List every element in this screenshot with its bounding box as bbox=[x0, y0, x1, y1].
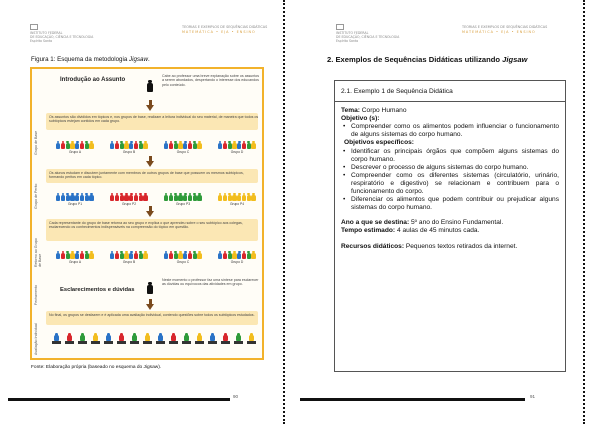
jigsaw-figure bbox=[30, 67, 264, 360]
student-icon bbox=[61, 195, 65, 201]
desk-icon bbox=[91, 341, 100, 344]
logo-line: INSTITUTO FEDERAL bbox=[30, 31, 63, 35]
student-icon bbox=[75, 195, 79, 201]
recursos-label: Recursos didáticos: bbox=[341, 242, 405, 250]
student-icon bbox=[178, 253, 182, 259]
ano-value: 5º ano do Ensino Fundamental. bbox=[409, 219, 504, 227]
left-header-series bbox=[182, 25, 267, 35]
desk-icon bbox=[52, 341, 61, 344]
student-icon bbox=[193, 195, 197, 201]
closing-side-label: Fechamento bbox=[34, 285, 38, 305]
student-icon bbox=[232, 195, 236, 201]
tema-line bbox=[341, 107, 559, 115]
student-icon bbox=[110, 195, 114, 201]
desk-icon bbox=[221, 341, 230, 344]
student-icon bbox=[169, 253, 173, 259]
student-icon bbox=[124, 195, 128, 201]
intro-title: Introdução ao Assunto bbox=[60, 77, 126, 83]
student-icon bbox=[228, 195, 232, 201]
down-arrow-icon bbox=[146, 161, 154, 167]
student-desk-icon bbox=[52, 333, 61, 345]
student-icon bbox=[228, 253, 232, 259]
student-icon bbox=[223, 195, 227, 201]
student-icon bbox=[183, 195, 187, 201]
page-number: 90 bbox=[233, 394, 239, 399]
student-group bbox=[110, 245, 148, 264]
student-icon bbox=[218, 143, 222, 149]
logo-line: Espírito Santo bbox=[336, 39, 359, 43]
student-icon bbox=[56, 143, 60, 149]
specific-objective: • Compreender como os diferentes sistemas (circulatório, urinário, respiratório e digestivo) se relacionam e contribuem para o funcionamento do corpo. bbox=[341, 172, 559, 196]
desk-icon bbox=[234, 341, 243, 344]
student-desk-icon bbox=[117, 333, 126, 345]
desk-icon bbox=[208, 341, 217, 344]
student-icon bbox=[66, 253, 70, 259]
student-desk-icon bbox=[221, 333, 230, 345]
student-icon bbox=[139, 143, 143, 149]
student-icon bbox=[164, 253, 168, 259]
student-desk-icon bbox=[91, 333, 100, 345]
student-icon bbox=[129, 143, 133, 149]
student-desk-icon bbox=[247, 333, 256, 345]
student-icon bbox=[134, 143, 138, 149]
desk-icon bbox=[182, 341, 191, 344]
closing-note: Neste momento o professor faz uma síntese para esclarecer as dúvidas ou equívocos das atividades em grupo. bbox=[162, 278, 259, 287]
student-icon bbox=[251, 143, 255, 149]
institute-logo-icon bbox=[30, 24, 38, 30]
student-icon bbox=[237, 253, 241, 259]
desk-icon bbox=[143, 341, 152, 344]
student-icon bbox=[232, 253, 236, 259]
group-label: Grupo D bbox=[230, 260, 244, 264]
student-group bbox=[218, 135, 256, 154]
group-label: Grupo P4 bbox=[229, 202, 245, 206]
intro-note: Cabe ao professor uma breve explanação sobre os assuntos a serem abordados, despertando o interesse dos educandos pelo conteúdo. bbox=[162, 74, 260, 87]
down-arrow-icon bbox=[146, 304, 154, 310]
student-desk-icon bbox=[143, 333, 152, 345]
desk-icon bbox=[195, 341, 204, 344]
group-label: Grupo A bbox=[68, 260, 82, 264]
student-icon bbox=[197, 253, 201, 259]
student-desk-icon bbox=[195, 333, 204, 345]
student-icon bbox=[89, 143, 93, 149]
student-desk-icon bbox=[208, 333, 217, 345]
student-icon bbox=[139, 195, 143, 201]
student-icon bbox=[174, 195, 178, 201]
student-icon bbox=[164, 143, 168, 149]
student-desk-icon bbox=[234, 333, 243, 345]
desk-icon bbox=[65, 341, 74, 344]
student-icon bbox=[124, 253, 128, 259]
example-heading: 2.1. Exemplo 1 de Sequência Didática bbox=[335, 81, 565, 102]
student-desk-icon bbox=[130, 333, 139, 345]
student-icon bbox=[251, 195, 255, 201]
ano-line bbox=[341, 219, 559, 227]
student-icon bbox=[120, 253, 124, 259]
student-group bbox=[110, 135, 148, 154]
section-title-text: 2. Exemplos de Sequências Didáticas utilizando bbox=[327, 55, 503, 64]
desk-icon bbox=[130, 341, 139, 344]
group-label: Grupo C bbox=[176, 260, 190, 264]
institute-logo-icon bbox=[336, 24, 344, 30]
student-icon bbox=[247, 143, 251, 149]
recursos-line bbox=[341, 243, 559, 251]
student-icon bbox=[56, 195, 60, 201]
logo-line: DE EDUCAÇÃO, CIÊNCIA E TECNOLOGIA bbox=[30, 35, 94, 39]
student-icon bbox=[197, 143, 201, 149]
tema-value: Corpo Humano bbox=[359, 107, 407, 115]
student-group bbox=[218, 187, 256, 206]
left-page-margin-line bbox=[283, 0, 285, 424]
desk-icon bbox=[156, 341, 165, 344]
right-header-series bbox=[462, 25, 547, 35]
base-note: Os assuntos são divididos em tópicos e, nos grupos de base, realizam a leitura individual do seu material, de maneira que todos os subtópicos estejam contidos em cada grupo. bbox=[49, 115, 259, 124]
group-label: Grupo B bbox=[122, 260, 136, 264]
teacher-icon bbox=[147, 83, 153, 92]
desk-icon bbox=[247, 341, 256, 344]
down-arrow-icon bbox=[146, 105, 154, 111]
figure-caption bbox=[31, 56, 150, 63]
student-icon bbox=[75, 253, 79, 259]
logo-line: DE EDUCAÇÃO, CIÊNCIA E TECNOLOGIA bbox=[336, 35, 400, 39]
tema-label: Tema: bbox=[341, 107, 360, 115]
student-icon bbox=[174, 143, 178, 149]
general-objective-list bbox=[341, 123, 559, 139]
recursos-value: Pequenos textos retirados da internet. bbox=[404, 242, 518, 250]
desk-icon bbox=[169, 341, 178, 344]
logo-line: Espírito Santo bbox=[30, 39, 53, 43]
group-label: Grupo A bbox=[68, 150, 82, 154]
student-icon bbox=[80, 143, 84, 149]
student-group bbox=[164, 187, 202, 206]
section-title bbox=[327, 55, 527, 64]
student-icon bbox=[143, 253, 147, 259]
caption-suffix: . bbox=[147, 56, 150, 63]
series-title: TEORIAS E EXEMPLOS DE SEQUÊNCIAS DIDÁTICAS bbox=[462, 25, 548, 29]
caption-term: Jigsaw bbox=[129, 56, 148, 63]
student-icon bbox=[85, 195, 89, 201]
student-icon bbox=[228, 143, 232, 149]
student-icon bbox=[66, 143, 70, 149]
student-icon bbox=[61, 143, 65, 149]
student-desk-icon bbox=[156, 333, 165, 345]
student-icon bbox=[242, 195, 246, 201]
student-icon bbox=[120, 195, 124, 201]
group-label: Grupo B bbox=[122, 150, 136, 154]
left-page bbox=[0, 0, 282, 424]
right-header-logo bbox=[336, 24, 400, 44]
student-desk-icon bbox=[78, 333, 87, 345]
student-icon bbox=[178, 195, 182, 201]
student-icon bbox=[134, 253, 138, 259]
student-icon bbox=[237, 143, 241, 149]
student-group bbox=[110, 187, 148, 206]
left-header-logo bbox=[30, 24, 94, 44]
student-icon bbox=[183, 253, 187, 259]
base-side-label: Grupo de Base bbox=[34, 130, 38, 155]
expert-side-label: Grupo de Perito bbox=[34, 183, 38, 209]
group-label: Grupo P2 bbox=[121, 202, 137, 206]
student-icon bbox=[129, 253, 133, 259]
student-icon bbox=[70, 253, 74, 259]
student-group bbox=[218, 245, 256, 264]
group-label: Grupo P3 bbox=[175, 202, 191, 206]
student-icon bbox=[80, 253, 84, 259]
student-desk-icon bbox=[65, 333, 74, 345]
student-icon bbox=[188, 195, 192, 201]
down-arrow-icon bbox=[146, 211, 154, 217]
example-body bbox=[335, 102, 565, 251]
tempo-value: 4 aulas de 45 minutos cada. bbox=[395, 227, 480, 235]
series-subtitle: MATEMÁTICA • EJA • ENSINO bbox=[182, 30, 256, 34]
specific-objectives-label: Objetivos específicos: bbox=[344, 139, 414, 147]
student-icon bbox=[223, 143, 227, 149]
student-icon bbox=[193, 253, 197, 259]
student-icon bbox=[197, 195, 201, 201]
student-icon bbox=[70, 143, 74, 149]
series-title: TEORIAS E EXEMPLOS DE SEQUÊNCIAS DIDÁTICAS bbox=[182, 25, 268, 29]
tempo-line bbox=[341, 227, 559, 235]
student-icon bbox=[110, 253, 114, 259]
student-icon bbox=[183, 143, 187, 149]
return-side-label: Retorno ao Grupo de Base bbox=[34, 238, 42, 267]
student-icon bbox=[89, 195, 93, 201]
specific-objectives-list bbox=[341, 148, 559, 213]
student-group bbox=[164, 135, 202, 154]
student-icon bbox=[124, 143, 128, 149]
desk-icon bbox=[78, 341, 87, 344]
student-icon bbox=[70, 195, 74, 201]
student-group bbox=[56, 245, 94, 264]
student-icon bbox=[66, 195, 70, 201]
student-icon bbox=[247, 195, 251, 201]
student-icon bbox=[115, 253, 119, 259]
student-group bbox=[164, 245, 202, 264]
student-icon bbox=[223, 253, 227, 259]
specific-objective: • Diferenciar os alimentos que podem contribuir ou prejudicar alguns sistemas do corpo humano. bbox=[341, 196, 559, 212]
page-number: 91 bbox=[530, 394, 536, 399]
student-icon bbox=[80, 195, 84, 201]
student-icon bbox=[164, 195, 168, 201]
student-icon bbox=[169, 195, 173, 201]
return-note: Cada representante do grupo de base retorna ao seu grupo e explica o que aprendeu sobre o seu subtópico aos colegas, esclarecendo os conhecimentos indispensáveis na compreensão do tópico em questão. bbox=[49, 221, 243, 230]
example-box bbox=[334, 80, 566, 372]
student-desk-icon bbox=[182, 333, 191, 345]
eval-note: No final, os grupos se desfazem e é aplicada uma avaliação individual, contendo questões sobre todos os subtópicos estudados. bbox=[49, 313, 255, 317]
student-icon bbox=[115, 143, 119, 149]
student-icon bbox=[188, 253, 192, 259]
right-page-margin-line bbox=[583, 0, 585, 424]
student-icon bbox=[143, 195, 147, 201]
student-icon bbox=[232, 143, 236, 149]
student-icon bbox=[89, 253, 93, 259]
student-icon bbox=[178, 143, 182, 149]
desk-icon bbox=[117, 341, 126, 344]
student-icon bbox=[120, 143, 124, 149]
student-icon bbox=[139, 253, 143, 259]
student-icon bbox=[242, 143, 246, 149]
teacher-icon bbox=[147, 285, 153, 294]
student-icon bbox=[143, 143, 147, 149]
student-icon bbox=[251, 253, 255, 259]
student-group bbox=[56, 135, 94, 154]
student-desk-icon bbox=[104, 333, 113, 345]
student-icon bbox=[237, 195, 241, 201]
student-icon bbox=[129, 195, 133, 201]
student-icon bbox=[115, 195, 119, 201]
student-icon bbox=[56, 253, 60, 259]
student-icon bbox=[75, 143, 79, 149]
student-icon bbox=[188, 143, 192, 149]
student-icon bbox=[242, 253, 246, 259]
desk-icon bbox=[104, 341, 113, 344]
student-group bbox=[56, 187, 94, 206]
student-icon bbox=[85, 143, 89, 149]
ano-label: Ano a que se destina: bbox=[341, 219, 410, 227]
student-icon bbox=[169, 143, 173, 149]
expert-note: Os alunos estudam e discutem juntamente com membros de outros grupos de base que possuem os mesmos subtópicos, formando peritos em cada tópico. bbox=[49, 171, 244, 180]
specific-objective: • Descrever o processo de alguns sistemas do corpo humano. bbox=[341, 164, 559, 172]
objetivo-label: Objetivo (s): bbox=[341, 115, 380, 123]
tempo-label: Tempo estimado: bbox=[341, 227, 396, 235]
student-icon bbox=[85, 253, 89, 259]
logo-line: INSTITUTO FEDERAL bbox=[336, 31, 369, 35]
student-icon bbox=[193, 143, 197, 149]
student-icon bbox=[247, 253, 251, 259]
student-icon bbox=[174, 253, 178, 259]
student-icon bbox=[61, 253, 65, 259]
specific-objective: • Identificar os principais órgãos que compõem alguns sistemas do corpo humano. bbox=[341, 148, 559, 164]
student-icon bbox=[218, 195, 222, 201]
footer-bar bbox=[300, 398, 525, 401]
section-title-term: Jigsaw bbox=[502, 55, 528, 64]
figure-source: Fonte: Elaboração própria (baseado no esquema do Jigsaw). bbox=[31, 365, 162, 370]
eval-side-label: Avaliação Individual bbox=[34, 323, 38, 355]
group-label: Grupo D bbox=[230, 150, 244, 154]
student-desk-icon bbox=[169, 333, 178, 345]
general-objective: • Compreender como os alimentos podem influenciar o funcionamento de alguns sistemas do corpo humano. bbox=[341, 123, 559, 139]
group-label: Grupo P1 bbox=[67, 202, 83, 206]
footer-bar bbox=[8, 398, 230, 401]
student-icon bbox=[218, 253, 222, 259]
caption-text: Figura 1: Esquema da metodologia bbox=[31, 56, 130, 63]
closing-title: Esclarecimentos e dúvidas bbox=[60, 287, 135, 293]
group-label: Grupo C bbox=[176, 150, 190, 154]
series-subtitle: MATEMÁTICA • EJA • ENSINO bbox=[462, 30, 536, 34]
student-icon bbox=[110, 143, 114, 149]
student-icon bbox=[134, 195, 138, 201]
